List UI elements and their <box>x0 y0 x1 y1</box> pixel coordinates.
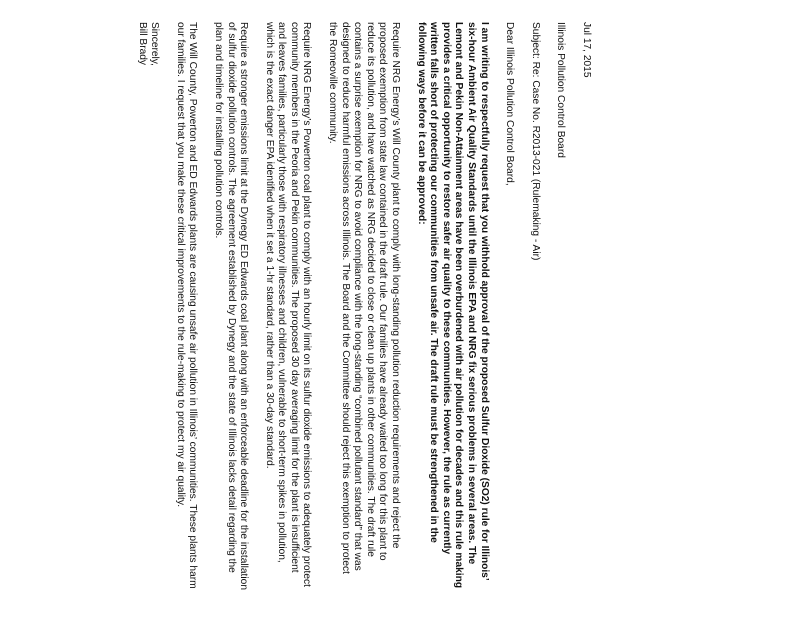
letter-paragraph: I am writing to respectfully request that you withhold approval of the proposed Sulfur Dioxide (SO2) rule for Illinois’ six-hour Ambient Air Quality Standards until the Illinois EPA and NRG fix serious problems in several areas. The Lemont and Pekin Non-Attainment areas have been overburdened with air pollution for decades and this rule making provides a critical opportunity to restore safer air quality to these communities. However, the rule as currently written falls short of protecting our communities from unsafe air. The draft rule must be strengthened in the following ways before it can be approved: <box>415 22 490 589</box>
letter-signature: Bill Brady <box>136 22 148 66</box>
letter-subject: Subject: Re: Case No. R2013-021 (Rulemaking - Air) <box>529 22 541 261</box>
letter-body <box>50 0 610 600</box>
letter-paragraph: Require NRG Energy’s Will County plant to comply with long-standing pollution reduction requirements and reject the proposed exemption from state law contained in the draft rule. Our families have already waited too long for this plant to reduce its pollution, and have watched as NRG decided to close or clean up plants in other communities. The draft rule contains a surprise exemption for NRG to avoid compliance with the long-standing “combined pollutant standard” that was designed to reduce harmful emissions across Illinois. The Board and the Committee should reject this exemption to protect the Romeoville community. <box>327 22 402 574</box>
letter-salutation: Dear Illinois Pollution Control Board, <box>504 22 516 186</box>
letter-date: Jul 17, 2015 <box>581 22 592 78</box>
letter-paragraph: Require NRG Energy’s Powerton coal plant to comply with an hourly limit on its sulfur dioxide emissions to adequately protect community members in the Peoria and Pekin communities. The proposed 30 day averaging limit for the plant is insufficient and leaves families, particularly those with respiratory illnesses and children, vulnerable to short-term spikes in pollution, which is the exact danger EPA identified when it set a 1-hr standard, rather than a 30-day standard. <box>263 22 313 587</box>
letter-recipient: Illinois Pollution Control Board <box>555 22 567 158</box>
letter-paragraph: Require a stronger emissions limit at the Dynegy ED Edwards coal plant along with an enforceable deadline for the installation of sulfur dioxide pollution controls. The agreement established by Dynegy and the state of Illinois lacks detail regarding the plan and timeline for installing pollution controls. <box>212 22 250 590</box>
letter-paragraph: The Will County, Powerton and ED Edwards plants are causing unsafe air pollution in Illinois’ communities. These plants harm our families. I request that you make these critical improvements to the rule-making to protect my air quality. <box>174 22 199 589</box>
letter-closing: Sincerely, <box>149 22 161 66</box>
